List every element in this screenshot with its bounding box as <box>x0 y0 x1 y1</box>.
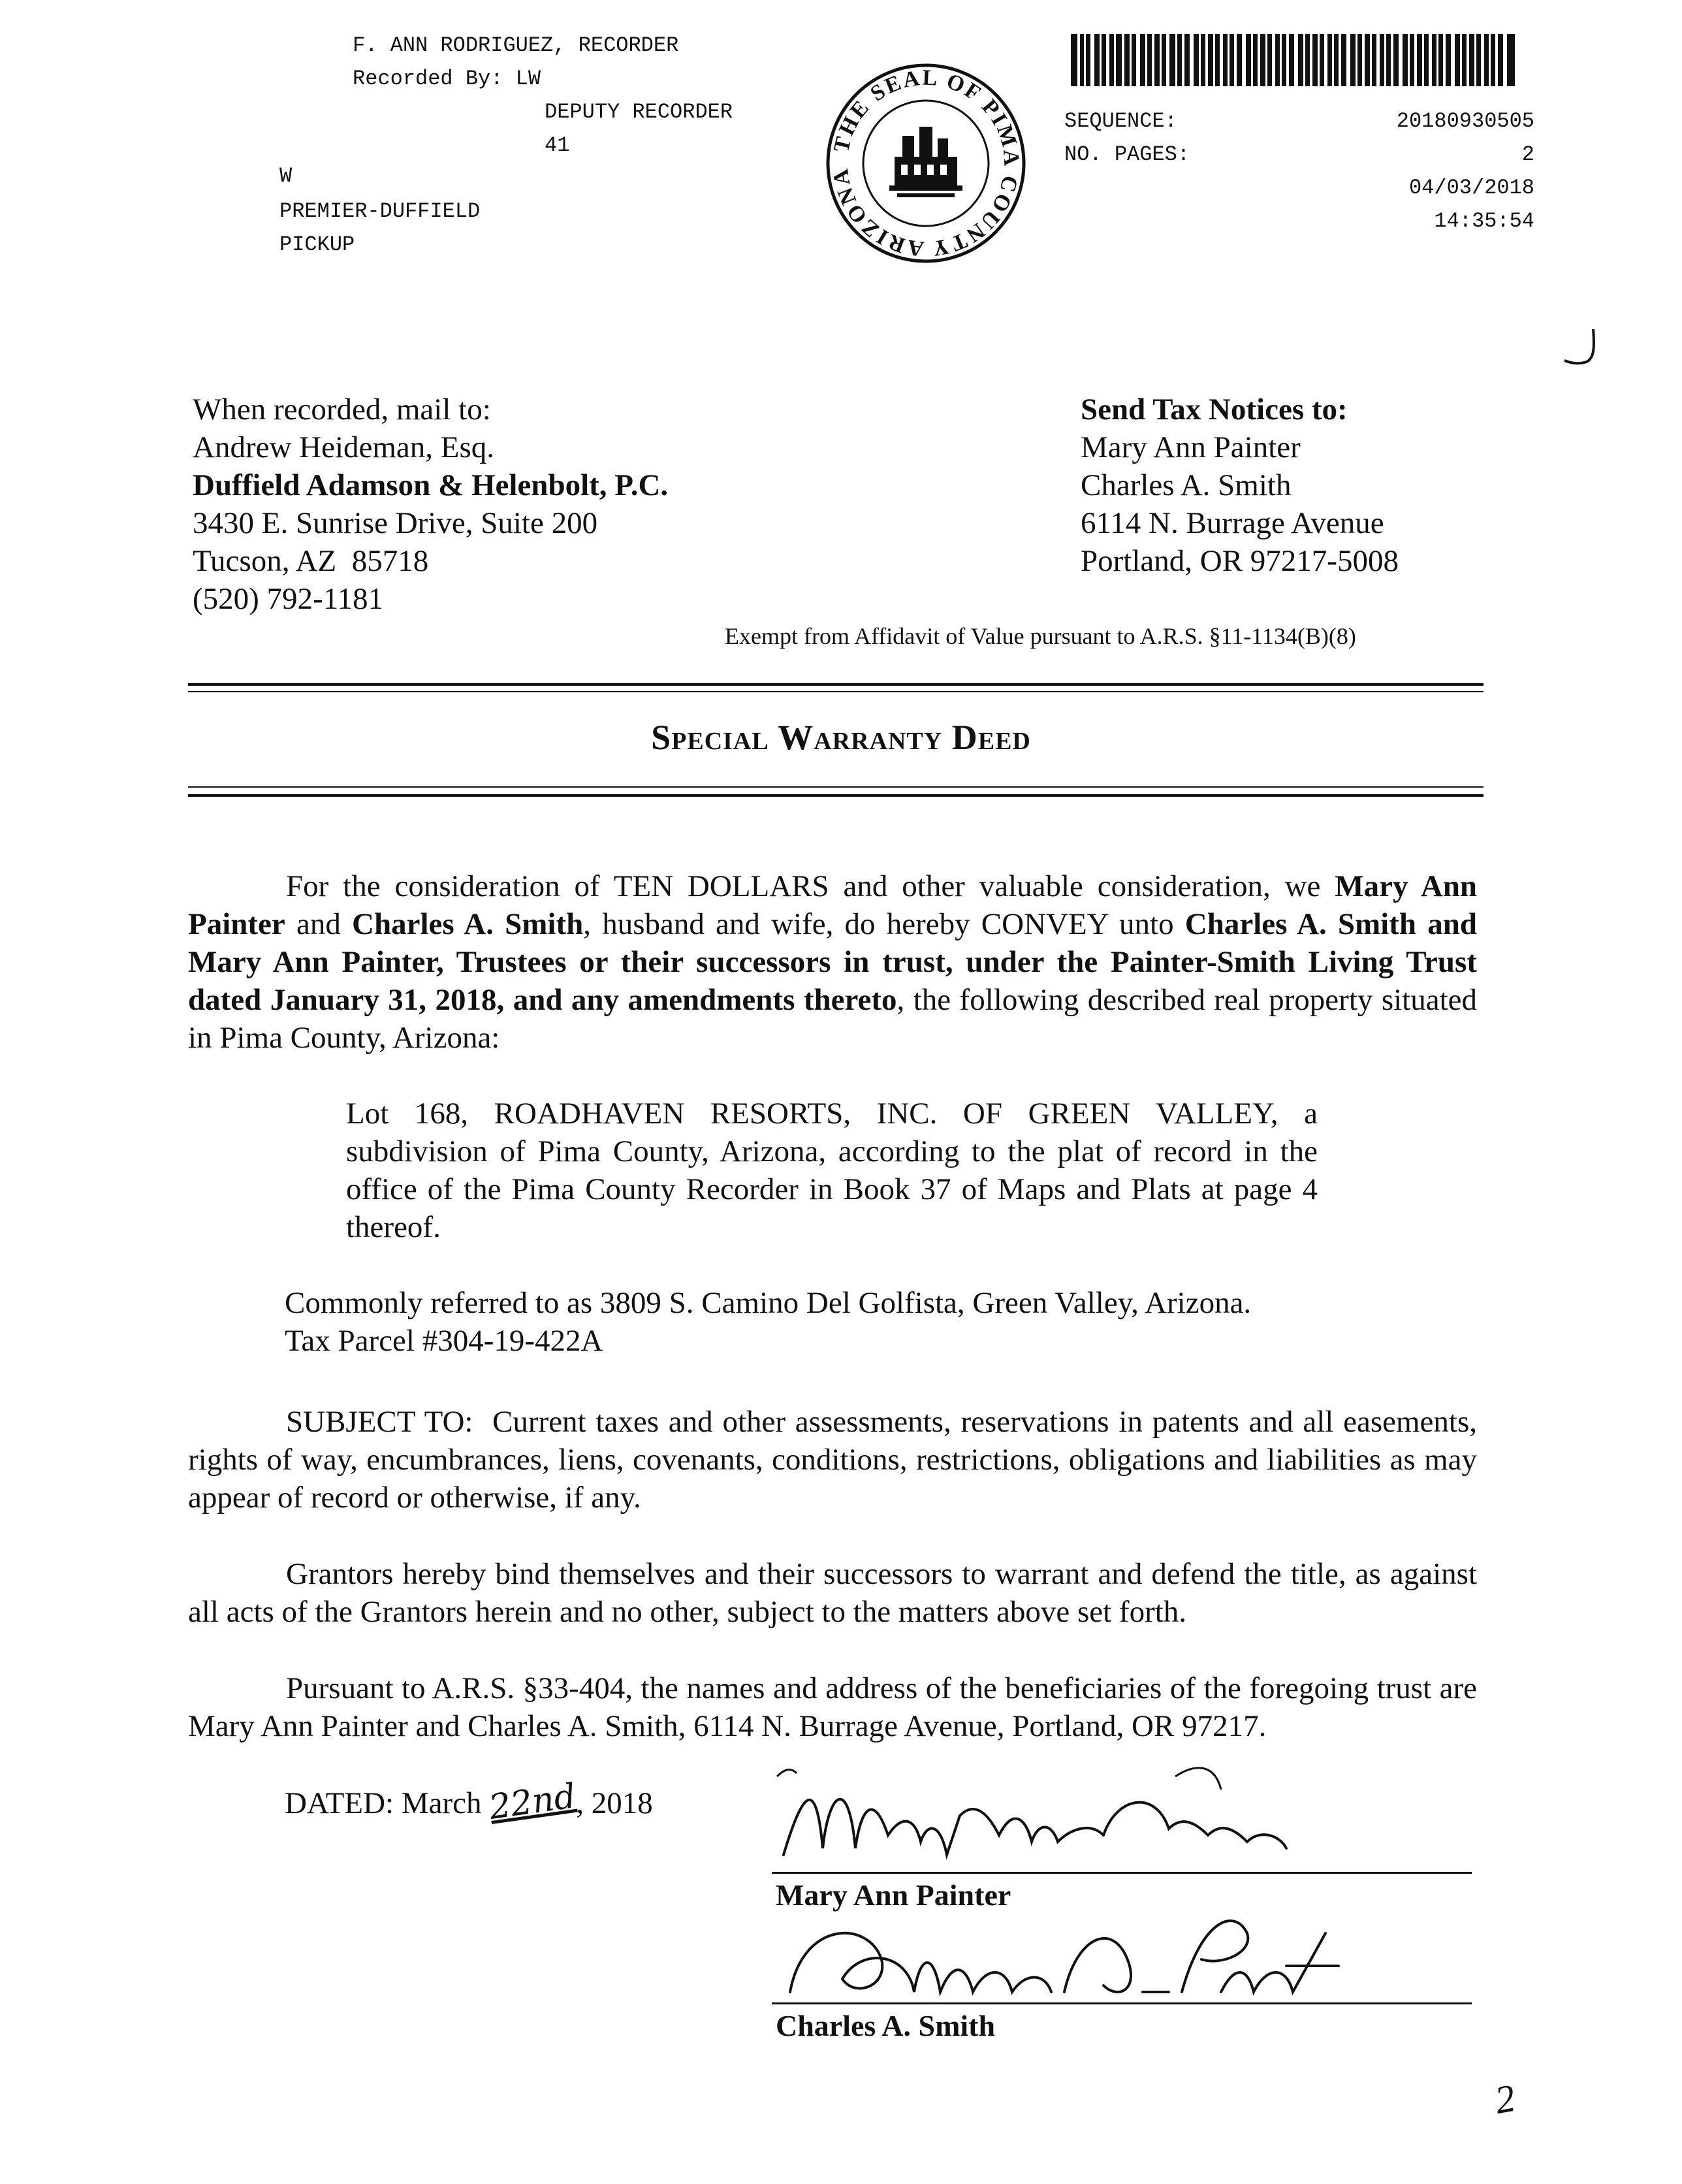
signer-1-name: Mary Ann Painter <box>776 1878 1011 1912</box>
recorded-by-label: Recorded By: <box>353 67 503 91</box>
dated-label: DATED: March <box>285 1786 482 1820</box>
conveyance-text-c: , husband and wife, do hereby CONVEY unto <box>583 907 1185 941</box>
conveyance-paragraph <box>188 867 1477 1057</box>
title-rule-top-2 <box>188 691 1484 692</box>
mail-to-street: 3430 E. Sunrise Drive, Suite 200 <box>193 506 598 540</box>
deputy-block <box>545 95 733 162</box>
grantor-1: Mary Ann Painter <box>188 869 1478 941</box>
title-rule-bottom-2 <box>188 794 1484 797</box>
mail-to-city: Tucson, AZ 85718 <box>193 544 429 578</box>
recorded-by <box>353 62 678 95</box>
legal-description: Lot 168, ROADHAVEN RESORTS, INC. OF GREEN VALLEY, a subdivision of Pima County, Arizona, according to the plat of record in the office of the Pima County Recorder in Book 37 of Maps and Plats at page 4 thereof. <box>346 1097 1318 1244</box>
title-rule-top-1 <box>188 683 1484 686</box>
mail-to-phone: (520) 792-1181 <box>193 582 383 616</box>
warranty-paragraph: Grantors hereby bind themselves and their successors to warrant and defend the title, as against all acts of the Grantors herein and no other, subject to the matters above set forth. <box>188 1557 1477 1629</box>
mail-to-name: Andrew Heideman, Esq. <box>193 430 495 464</box>
subject-to-paragraph: SUBJECT TO: Current taxes and other assessments, reservations in patents and all easements, rights of way, encumbrances, liens, covenants, conditions, restrictions, obligations and liabilities as may appear of record or otherwise, if any. <box>188 1405 1485 1515</box>
tax-notices-city: Portland, OR 97217-5008 <box>1081 544 1399 578</box>
title-rule-bottom-1 <box>188 786 1484 788</box>
grantor-2: Charles A. Smith <box>352 907 584 941</box>
tax-notices-street: 6114 N. Burrage Avenue <box>1081 506 1384 540</box>
page-mark: 2 <box>1491 2076 1519 2123</box>
recorder-block <box>353 29 678 95</box>
mail-to-block <box>193 391 911 618</box>
signature-line-1 <box>772 1872 1472 1874</box>
conveyance-text-a: For the consideration of TEN DOLLARS and other valuable consideration, we <box>286 869 1335 903</box>
pages-label: NO. PAGES: <box>1064 142 1190 167</box>
deed-title: Special Warranty Deed <box>651 718 1031 757</box>
exempt-notice: Exempt from Affidavit of Value pursuant to A.R.S. §11-1134(B)(8) <box>725 623 1356 649</box>
signature-line-2 <box>772 2002 1472 2004</box>
tax-notices-block <box>1081 391 1538 580</box>
seal-text: THE SEAL OF PIMA COUNTY ARIZONA <box>828 65 1024 261</box>
signature-mary-ann-painter <box>764 1750 1299 1874</box>
tax-notices-name1: Mary Ann Painter <box>1081 430 1301 464</box>
signer-2-name: Charles A. Smith <box>776 2009 996 2042</box>
mail-to-heading: When recorded, mail to: <box>193 393 491 426</box>
deputy-label: DEPUTY RECORDER <box>545 100 733 124</box>
dated-year: , 2018 <box>576 1786 653 1820</box>
signature-charles-a-smith <box>777 1894 1352 2018</box>
company-name: PREMIER-DUFFIELD <box>279 199 481 223</box>
recording-date: 04/03/2018 <box>1408 176 1534 200</box>
conveyance-text-b: and <box>285 907 353 941</box>
page-count: 2 <box>1521 142 1534 167</box>
property-address-block <box>285 1284 1460 1360</box>
pickup-block <box>279 195 480 261</box>
deputy-number: 41 <box>545 133 570 157</box>
barcode <box>1071 34 1515 86</box>
recorder-code: W <box>279 164 293 188</box>
recorder-name: F. ANN RODRIGUEZ, RECORDER <box>353 33 679 57</box>
recording-info <box>1064 104 1534 238</box>
mail-to-firm: Duffield Adamson & Helenbolt, P.C. <box>193 468 669 502</box>
recorded-by-value: LW <box>515 67 541 91</box>
barcode-graphic <box>1071 34 1515 86</box>
sequence-label: SEQUENCE: <box>1064 109 1177 133</box>
common-address: Commonly referred to as 3809 S. Camino Del Golfista, Green Valley, Arizona. <box>285 1286 1252 1320</box>
conveyance-text-d: , the following described real property situated in Pima County, Arizona: <box>188 983 1478 1055</box>
county-seal <box>821 59 1030 268</box>
delivery-method: PICKUP <box>279 233 355 257</box>
dated-line <box>285 1776 653 1827</box>
hand-mark <box>1561 327 1606 376</box>
beneficiaries-paragraph: Pursuant to A.R.S. §33-404, the names and address of the beneficiaries of the foregoing trust are Mary Ann Painter and Charles A. Smith, 6114 N. Burrage Avenue, Portland, OR 97217. <box>188 1671 1477 1743</box>
tax-notices-name2: Charles A. Smith <box>1081 468 1292 502</box>
tax-parcel: Tax Parcel #304-19-422A <box>285 1324 603 1358</box>
grantee: Charles A. Smith and Mary Ann Painter, Trustees or their successors in trust, under the Painter-Smith Living Trust dated January 31, 2018, and any amendments thereto <box>188 907 1477 1017</box>
sequence-number: 20180930505 <box>1396 109 1534 133</box>
dated-day-handwritten: 22nd <box>486 1776 579 1827</box>
tax-notices-heading: Send Tax Notices to: <box>1081 393 1348 426</box>
recording-time: 14:35:54 <box>1434 209 1534 233</box>
seal-graphic <box>821 59 1030 268</box>
